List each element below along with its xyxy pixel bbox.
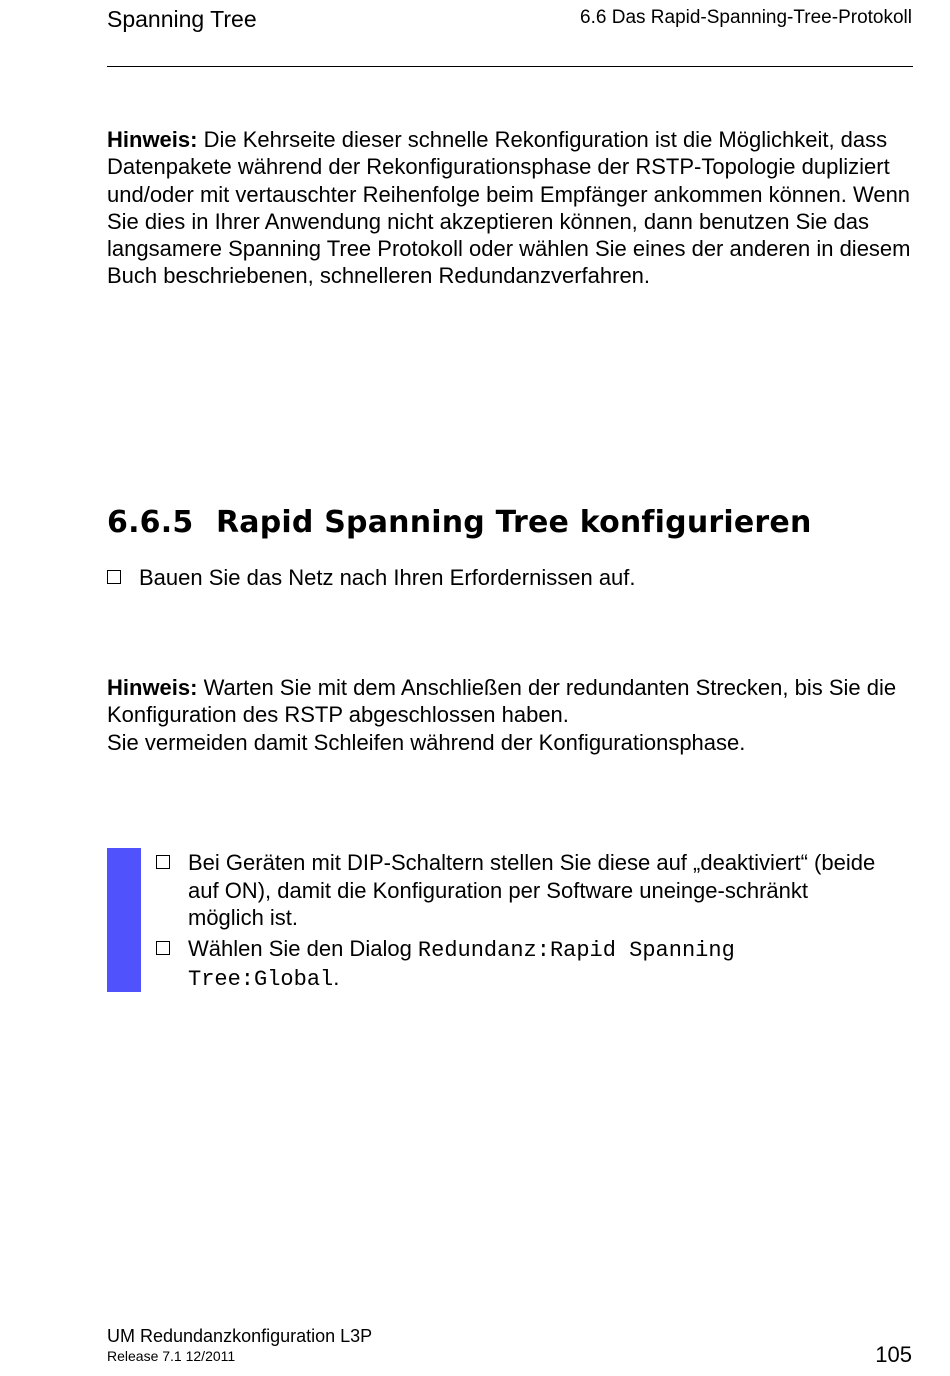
step-select-dialog bbox=[156, 935, 876, 994]
footer-release: Release 7.1 12/2011 bbox=[107, 1348, 236, 1364]
change-marker-bar bbox=[107, 848, 141, 992]
page-number: 105 bbox=[875, 1342, 912, 1367]
note-paragraph-2 bbox=[107, 674, 927, 756]
section-heading bbox=[107, 505, 812, 540]
section-number: 6.6.5 bbox=[107, 505, 194, 540]
note-label: Hinweis: bbox=[107, 675, 198, 700]
checkbox-icon bbox=[156, 941, 170, 955]
header-section: 6.6 Das Rapid-Spanning-Tree-Protokoll bbox=[580, 7, 912, 28]
step-list bbox=[156, 849, 876, 994]
step-text: Bei Geräten mit DIP-Schaltern stellen Sie diese auf „deaktiviert“ (beide auf ON), damit die Konfiguration per Software uneinge-schränkt möglich ist. bbox=[188, 850, 876, 930]
step-dip-switch bbox=[156, 849, 876, 932]
step-text: Bauen Sie das Netz nach Ihren Erfordernissen auf. bbox=[139, 565, 636, 590]
dialog-path: Redundanz:Rapid Spanning Tree:Global bbox=[188, 937, 735, 992]
note-text: Warten Sie mit dem Anschließen der redundanten Strecken, bis Sie die Konfiguration des RSTP abgeschlossen haben. bbox=[107, 675, 897, 728]
checkbox-icon bbox=[107, 570, 121, 584]
note-text: Die Kehrseite dieser schnelle Rekonfiguration ist die Möglichkeit, dass Datenpakete während der Rekonfigurationsphase der RSTP-Topologie dupliziert und/oder mit vertauschter Reihenfolge beim Empfänger ankommen können. Wenn Sie dies in Ihrer Anwendung nicht akzeptieren können, dann benutzen Sie das langsamere Spanning Tree Protokoll oder wählen Sie eines der anderen in diesem Buch beschriebenen, schnelleren Redundanzverfahren. bbox=[107, 127, 911, 289]
header-divider bbox=[107, 66, 913, 67]
dialog-prefix: Wählen Sie den Dialog bbox=[188, 935, 418, 961]
section-title: Rapid Spanning Tree konfigurieren bbox=[216, 505, 812, 540]
note-label: Hinweis: bbox=[107, 127, 198, 152]
note-text: Sie vermeiden damit Schleifen während der Konfigurationsphase. bbox=[107, 729, 746, 755]
checkbox-icon bbox=[156, 855, 170, 869]
step-build-network bbox=[107, 564, 636, 592]
step-text bbox=[188, 935, 876, 994]
header-chapter: Spanning Tree bbox=[107, 6, 257, 32]
dialog-suffix: . bbox=[333, 965, 340, 990]
note-paragraph-1 bbox=[107, 126, 927, 290]
footer-manual-title: UM Redundanzkonfiguration L3P bbox=[107, 1326, 373, 1346]
